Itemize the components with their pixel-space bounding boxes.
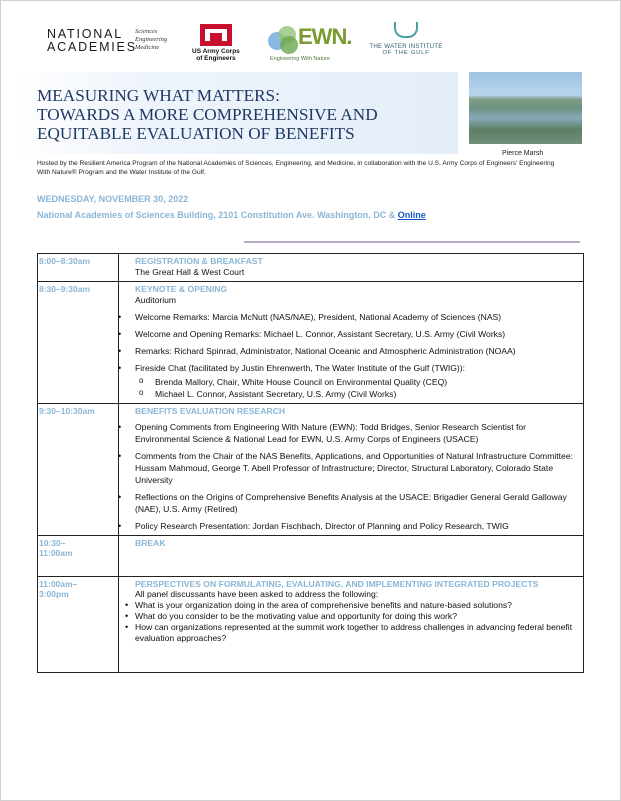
list-item: • What is your organization doing in the area of comprehensive benefits and nature-based solutions? (135, 600, 577, 611)
water-drop-icon (394, 22, 418, 38)
na-sub-sciences: Sciences (135, 28, 158, 35)
session-cell (135, 282, 583, 403)
agenda-row (38, 254, 583, 282)
divider (244, 241, 580, 243)
twi-line2: OF THE GULF (382, 50, 430, 56)
list-item: • Welcome Remarks: Marcia McNutt (NAS/NAE), President, National Academy of Sciences (NAS) (135, 311, 577, 323)
national-academies-logo (47, 27, 168, 54)
title-line: EQUITABLE EVALUATION OF BENEFITS (37, 124, 355, 143)
castle-icon (200, 24, 232, 46)
logo-bar (0, 0, 621, 68)
session-heading: BREAK (135, 538, 166, 548)
usace-line1: US Army Corps (192, 48, 240, 55)
session-heading: BENEFITS EVALUATION RESEARCH (135, 406, 286, 416)
time-cell (38, 282, 119, 403)
list-item: • What do you consider to be the motivating value and opportunity for doing this work? (135, 611, 577, 622)
na-name-line2: ACADEMIES (47, 40, 137, 54)
session-heading: KEYNOTE & OPENING (135, 284, 228, 294)
session-time: 8:30–9:30am (39, 284, 91, 294)
agenda-row (38, 536, 583, 577)
list-item: • Policy Research Presentation: Jordan Fischbach, Director of Planning and Policy Research, TWIG (135, 520, 577, 532)
sub-list-item: o Brenda Mallory, Chair, White House Council on Environmental Quality (CEQ) (135, 376, 577, 388)
session-time: 10:30–11:00am (39, 538, 73, 558)
na-sub-medicine: Medicine (135, 44, 160, 51)
sub-list-item: o Michael L. Connor, Assistant Secretary, U.S. Army (Civil Works) (135, 388, 577, 400)
session-location: Auditorium (135, 295, 177, 305)
venue-text: National Academies of Sciences Building, 2101 Constitution Ave. Washington, DC & (37, 210, 398, 220)
water-institute-logo (364, 22, 448, 56)
list-item: • Remarks: Richard Spinrad, Administrator, National Oceanic and Atmospheric Administration (NOAA) (135, 345, 577, 357)
time-cell (38, 404, 119, 535)
time-cell (38, 536, 119, 576)
session-time: 9:30–10:30am (39, 406, 95, 416)
agenda-row (38, 282, 583, 404)
session-time: 8:00–8:30am (39, 256, 91, 266)
title-line: MEASURING WHAT MATTERS: (37, 86, 280, 105)
time-cell (38, 577, 119, 672)
list-item: • Comments from the Chair of the NAS Benefits, Applications, and Opportunities of Natural Infrastructure Committee: Hussam Mahmoud, George T. Abell Professor of Infrastructure; Director, Structural Laboratory, Colorado State University (135, 450, 577, 486)
session-cell (135, 577, 583, 672)
panel-intro: All panel discussants have been asked to address the following: (135, 589, 379, 599)
agenda-table (37, 253, 584, 673)
session-cell (135, 404, 583, 535)
page-title (37, 86, 457, 143)
usace-line2: of Engineers (196, 55, 236, 62)
ewn-circle-icon (280, 36, 298, 54)
session-heading: PERSPECTIVES ON FORMULATING, EVALUATING, AND IMPLEMENTING INTEGRATED PROJECTS (135, 579, 539, 589)
online-link[interactable]: Online (397, 210, 426, 220)
session-heading: REGISTRATION & BREAKFAST (135, 256, 263, 266)
marsh-photo (469, 72, 582, 144)
na-sub-engineering: Engineering (135, 36, 168, 43)
agenda-row (38, 404, 583, 536)
session-cell (135, 536, 583, 551)
event-date: WEDNESDAY, NOVEMBER 30, 2022 (37, 194, 189, 204)
session-cell (135, 254, 583, 281)
session-item-list (135, 421, 577, 532)
usace-logo (192, 24, 240, 62)
session-item-list (135, 311, 577, 400)
list-item: • How can organizations represented at the summit work together to address challenges in advancing federal benefit evaluation approaches? (135, 622, 577, 644)
event-venue (37, 210, 426, 220)
hosted-by-text: Hosted by the Resilient America Program of the National Academies of Sciences, Engineering, and Medicine, in collaboration with the U.S. Army Corps of Engineers' Engineering With Nature® Program and the Water Institute of the Gulf. (37, 160, 555, 176)
list-item (135, 362, 577, 400)
na-name-line1: NATIONAL (47, 27, 123, 41)
question-list (135, 600, 577, 644)
agenda-row (38, 577, 583, 673)
list-item-text: Fireside Chat (facilitated by Justin Ehrenwerth, The Water Institute of the Gulf (TWIG)): (135, 363, 466, 373)
twi-line1: THE WATER INSTITUTE (369, 43, 443, 50)
session-time: 11:00am–3:00pm (39, 579, 78, 599)
ewn-text: Engineering With Nature (270, 56, 330, 62)
photo-caption: Pierce Marsh (502, 150, 544, 157)
sub-item-list (135, 376, 577, 400)
time-cell (38, 254, 119, 281)
title-line: TOWARDS A MORE COMPREHENSIVE AND (37, 105, 378, 124)
list-item: • Opening Comments from Engineering With Nature (EWN): Todd Bridges, Senior Research Scientist for Environmental Science & National Lead for EWN, U.S. Army Corps of Engineers (USACE) (135, 421, 577, 445)
list-item: • Welcome and Opening Remarks: Michael L. Connor, Assistant Secretary, U.S. Army (Civil Works) (135, 328, 577, 340)
na-subtitle (135, 28, 167, 52)
list-item: • Reflections on the Origins of Comprehensive Benefits Analysis at the USACE: Brigadier General Gerald Galloway (NAE), U.S. Army (Retired) (135, 491, 577, 515)
ewn-mark: EWN. (298, 24, 352, 49)
session-location: The Great Hall & West Court (135, 267, 245, 277)
